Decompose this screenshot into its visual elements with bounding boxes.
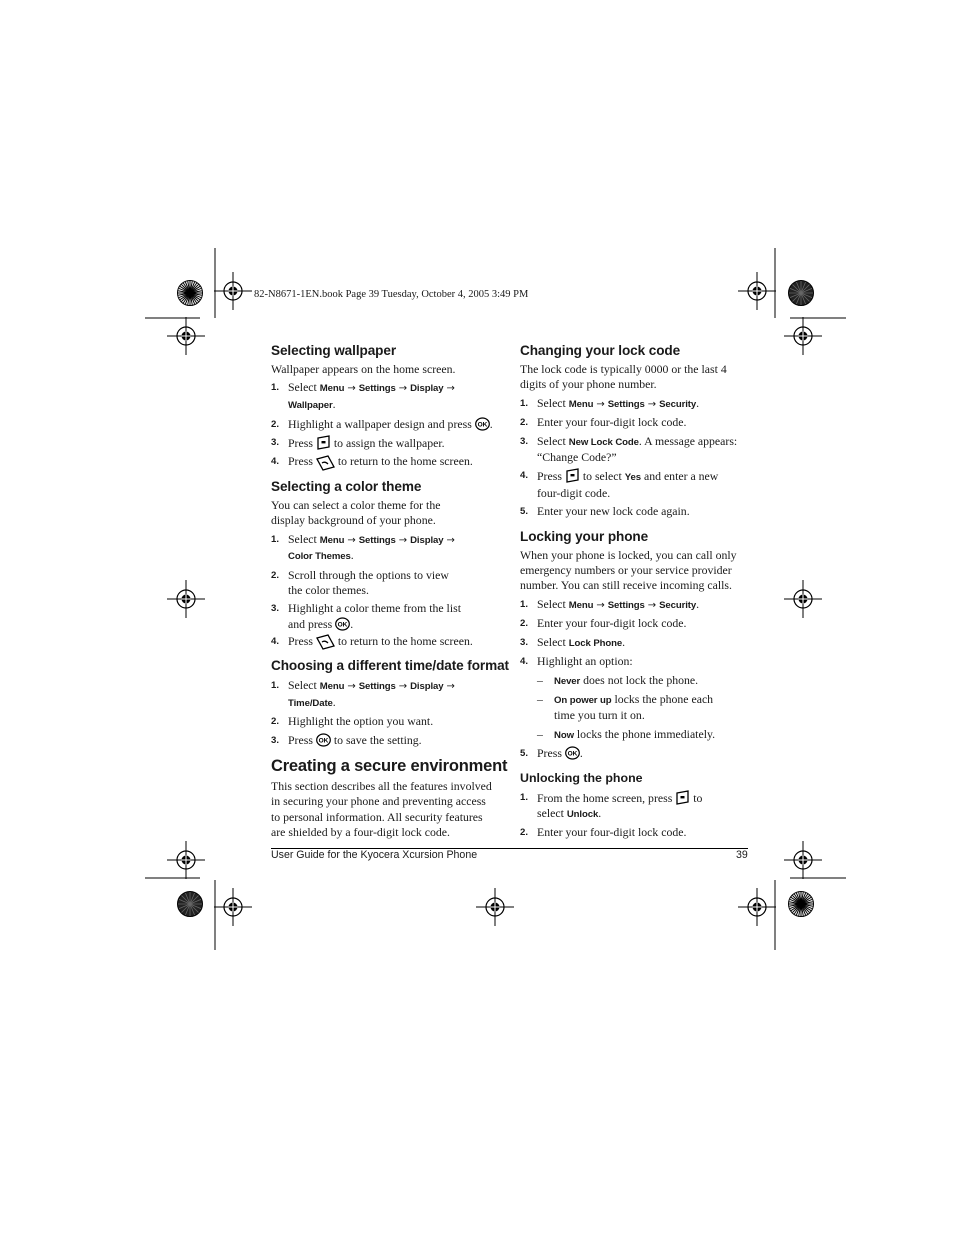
step-number: 3. xyxy=(520,435,529,447)
color-theme-step-1 xyxy=(271,532,503,565)
lock-code-step-4 xyxy=(520,468,727,501)
step-number: 5. xyxy=(520,506,529,518)
ui-wallpaper-label: Wallpaper xyxy=(288,399,333,411)
step-number: 5. xyxy=(520,748,529,760)
ui-menu-label: Menu xyxy=(319,681,345,693)
step-text: From the home screen, press xyxy=(537,790,673,805)
step-number: 3. xyxy=(271,603,280,615)
step-number: 2. xyxy=(520,827,529,839)
punct: . xyxy=(696,596,700,611)
punct: . xyxy=(350,616,354,631)
step-number: 3. xyxy=(271,734,280,746)
ui-settings-label: Settings xyxy=(358,383,396,395)
step-number: 2. xyxy=(520,618,529,630)
lock-code-step-1 xyxy=(520,396,752,412)
svg-text:OK: OK xyxy=(337,621,348,629)
ok-key-icon xyxy=(335,617,350,631)
svg-text:OK: OK xyxy=(318,737,329,745)
ui-now-label: Now xyxy=(554,729,574,741)
left-softkey-icon xyxy=(675,790,690,805)
step-text: to select xyxy=(582,469,622,484)
heading-changing-lock-code: Changing your lock code xyxy=(520,343,681,358)
arrow-icon: → xyxy=(398,534,408,546)
locking-step-3 xyxy=(520,635,752,651)
ui-color-themes-label: Color Themes xyxy=(288,551,351,563)
punct: . xyxy=(489,417,493,432)
locking-step-1 xyxy=(520,597,752,613)
locking-step-2 xyxy=(520,616,752,631)
step-text: . A message appears: “Change Code?” xyxy=(537,433,738,465)
ui-settings-label: Settings xyxy=(358,534,396,546)
wallpaper-step-2 xyxy=(271,417,503,432)
heading-selecting-wallpaper: Selecting wallpaper xyxy=(271,343,397,358)
step-text: and enter a new four-digit code. xyxy=(537,469,719,500)
dash-bullet: – xyxy=(537,726,543,741)
file-info-header: 82-N8671-1EN.book Page 39 Tuesday, October 4, 2005 3:49 PM xyxy=(254,289,529,300)
step-number: 4. xyxy=(520,470,529,482)
left-softkey-icon xyxy=(565,468,580,483)
arrow-icon: → xyxy=(596,599,605,611)
step-number: 2. xyxy=(271,569,280,581)
ui-security-label: Security xyxy=(659,599,697,611)
lock-code-step-3 xyxy=(520,434,742,466)
punct: . xyxy=(579,746,583,761)
option-text: locks the phone each time you turn it on. xyxy=(554,691,714,723)
arrow-icon: → xyxy=(398,681,408,693)
step-number: 2. xyxy=(520,417,529,429)
step-number: 4. xyxy=(271,636,280,648)
arrow-icon: → xyxy=(347,383,356,395)
punct: . xyxy=(332,396,336,411)
footer-guide-title: User Guide for the Kyocera Xcursion Phone xyxy=(271,849,478,861)
arrow-icon: → xyxy=(647,398,657,410)
step-number: 4. xyxy=(520,656,529,668)
step-text: Select xyxy=(288,380,317,395)
step-text: to return to the home screen. xyxy=(337,634,473,649)
ui-display-label: Display xyxy=(410,383,444,395)
lock-option-now xyxy=(520,727,752,743)
arrow-icon: → xyxy=(347,681,356,693)
step-text: Highlight the option you want. xyxy=(288,714,434,729)
lock-code-intro: The lock code is typically 0000 or the last 4 digits of your phone number. xyxy=(520,362,727,392)
color-theme-step-4 xyxy=(271,634,503,650)
ui-menu-label: Menu xyxy=(319,534,345,546)
color-theme-step-2 xyxy=(271,568,463,599)
arrow-icon: → xyxy=(347,534,356,546)
step-text: Select xyxy=(537,433,566,448)
secure-intro: This section describes all the features involved in securing your phone and preventing access to personal information. All security features are shielded by a four-digit lock code. xyxy=(271,778,492,840)
svg-text:OK: OK xyxy=(567,750,578,758)
step-number: 1. xyxy=(520,397,529,409)
step-number: 1. xyxy=(271,382,280,394)
wallpaper-intro: Wallpaper appears on the home screen. xyxy=(271,362,456,376)
ui-display-label: Display xyxy=(410,534,444,546)
wallpaper-step-3 xyxy=(271,435,503,451)
step-number: 2. xyxy=(271,419,280,431)
step-text: Select xyxy=(288,678,317,693)
step-text: Enter your four-digit lock code. xyxy=(537,415,687,430)
end-key-icon xyxy=(316,455,335,471)
arrow-icon: → xyxy=(446,383,455,395)
step-text: to return to the home screen. xyxy=(337,454,473,469)
color-theme-intro: You can select a color theme for the display background of your phone. xyxy=(271,498,441,528)
step-text: Enter your four-digit lock code. xyxy=(537,616,687,631)
step-text: to assign the wallpaper. xyxy=(333,435,445,450)
wallpaper-step-1 xyxy=(271,380,503,413)
ui-never-label: Never xyxy=(554,675,581,687)
end-key-icon xyxy=(316,634,335,650)
dash-bullet: – xyxy=(537,691,543,706)
ui-lock-phone-label: Lock Phone xyxy=(568,637,623,649)
locking-step-4 xyxy=(520,654,752,669)
ui-settings-label: Settings xyxy=(607,599,645,611)
step-text: Press xyxy=(537,469,562,484)
left-column xyxy=(271,340,509,841)
step-number: 4. xyxy=(271,456,280,468)
step-text: Press xyxy=(537,746,562,761)
step-text: Press xyxy=(288,732,313,747)
step-text: Highlight a color theme from the list and press xyxy=(288,601,461,631)
step-text: Select xyxy=(537,634,566,649)
step-text: Highlight an option: xyxy=(537,654,633,669)
time-date-step-2 xyxy=(271,714,503,729)
step-text: Enter your new lock code again. xyxy=(537,504,690,519)
ok-key-icon xyxy=(565,746,580,760)
arrow-icon: → xyxy=(647,599,657,611)
step-number: 3. xyxy=(520,636,529,648)
time-date-step-3 xyxy=(271,733,503,748)
arrow-icon: → xyxy=(398,383,408,395)
step-text: Press xyxy=(288,454,313,469)
option-text: does not lock the phone. xyxy=(583,672,699,687)
step-text: Highlight a wallpaper design and press xyxy=(288,417,472,432)
heading-unlocking-the-phone: Unlocking the phone xyxy=(520,770,643,785)
punct: . xyxy=(622,634,626,649)
step-text: Press xyxy=(288,634,313,649)
left-softkey-icon xyxy=(316,435,331,450)
heading-time-date-format: Choosing a different time/date format xyxy=(271,658,509,674)
step-text: Scroll through the options to view the color themes. xyxy=(288,567,449,598)
right-column xyxy=(520,340,752,841)
ok-key-icon xyxy=(316,733,331,747)
dash-bullet: – xyxy=(537,672,543,687)
ui-settings-label: Settings xyxy=(358,681,396,693)
ui-menu-label: Menu xyxy=(568,599,594,611)
step-number: 3. xyxy=(271,436,280,448)
locking-intro: When your phone is locked, you can call only emergency numbers or your service provider number. You can still receive incoming calls. xyxy=(520,547,737,593)
step-text: to select xyxy=(537,790,703,820)
heading-selecting-color-theme: Selecting a color theme xyxy=(271,479,422,495)
punct: . xyxy=(696,395,700,410)
heading-locking-your-phone: Locking your phone xyxy=(520,528,649,544)
ui-menu-label: Menu xyxy=(319,383,345,395)
svg-text:OK: OK xyxy=(477,421,488,429)
punct: . xyxy=(332,694,336,709)
lock-code-step-2 xyxy=(520,415,752,430)
step-number: 2. xyxy=(271,716,280,728)
arrow-icon: → xyxy=(596,398,605,410)
ui-unlock-label: Unlock xyxy=(566,808,599,820)
step-number: 1. xyxy=(520,791,529,803)
page-number: 39 xyxy=(736,849,748,861)
ui-new-lock-code-label: New Lock Code xyxy=(568,436,639,448)
step-number: 1. xyxy=(271,533,280,545)
ui-display-label: Display xyxy=(410,681,444,693)
punct: . xyxy=(350,548,354,563)
step-text: Select xyxy=(537,596,566,611)
punct: . xyxy=(598,805,602,820)
ok-key-icon xyxy=(475,417,490,431)
ui-security-label: Security xyxy=(659,398,697,410)
step-number: 1. xyxy=(520,598,529,610)
color-theme-step-3 xyxy=(271,601,463,632)
arrow-icon: → xyxy=(446,534,455,546)
ui-time-date-label: Time/Date xyxy=(288,697,333,709)
ui-settings-label: Settings xyxy=(607,398,645,410)
locking-step-5 xyxy=(520,746,752,761)
lock-option-never xyxy=(520,673,752,689)
step-text: Select xyxy=(537,395,566,410)
ui-menu-label: Menu xyxy=(568,398,594,410)
step-text: Press xyxy=(288,435,313,450)
step-text: to save the setting. xyxy=(333,732,422,747)
unlocking-step-2 xyxy=(520,825,752,840)
step-text: Enter your four-digit lock code. xyxy=(537,825,687,840)
option-text: locks the phone immediately. xyxy=(576,726,716,741)
ui-yes-label: Yes xyxy=(624,472,642,484)
step-number: 1. xyxy=(271,680,280,692)
lock-option-on-power-up xyxy=(520,692,734,724)
time-date-step-1 xyxy=(271,678,503,711)
heading-creating-secure-environment: Creating a secure environment xyxy=(271,756,508,775)
unlocking-step-1 xyxy=(520,790,712,823)
arrow-icon: → xyxy=(446,681,455,693)
lock-code-step-5 xyxy=(520,504,752,519)
ui-on-power-up-label: On power up xyxy=(554,694,612,706)
wallpaper-step-4 xyxy=(271,454,503,471)
step-text: Select xyxy=(288,531,317,546)
